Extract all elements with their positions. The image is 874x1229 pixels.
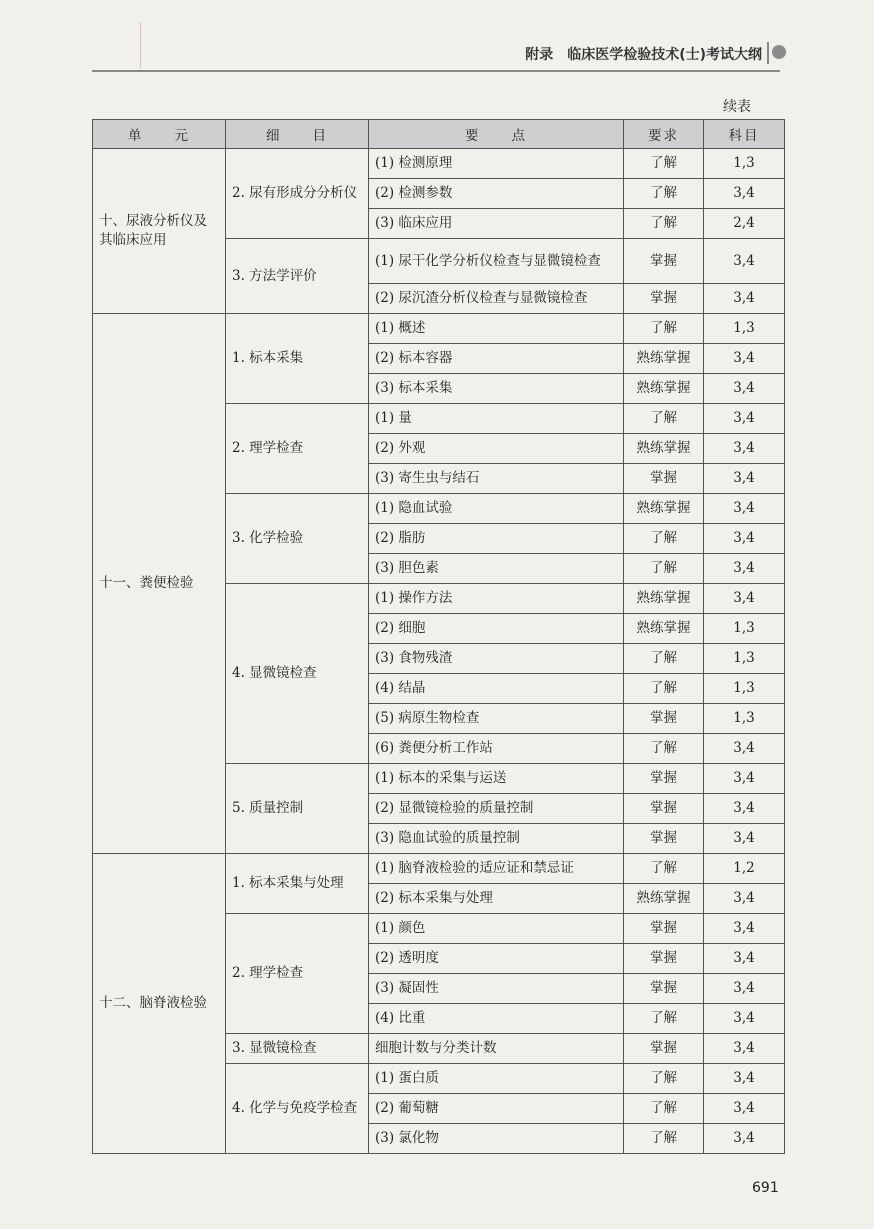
point-cell: (3) 凝固性 bbox=[369, 974, 624, 1004]
requirement-cell: 掌握 bbox=[624, 239, 704, 284]
subject-cell: 3,4 bbox=[704, 1034, 785, 1064]
table-header-row bbox=[93, 120, 785, 149]
requirement-cell: 掌握 bbox=[624, 944, 704, 974]
subject-cell: 3,4 bbox=[704, 914, 785, 944]
point-cell: (3) 胆色素 bbox=[369, 554, 624, 584]
header-unit: 单 元 bbox=[93, 120, 226, 149]
point-cell: (3) 临床应用 bbox=[369, 209, 624, 239]
point-cell: (1) 尿干化学分析仪检查与显微镜检查 bbox=[369, 239, 624, 284]
subitem-cell: 1. 标本采集 bbox=[226, 314, 369, 404]
requirement-cell: 掌握 bbox=[624, 824, 704, 854]
subject-cell: 3,4 bbox=[704, 1124, 785, 1154]
subject-cell: 3,4 bbox=[704, 974, 785, 1004]
point-cell: (2) 透明度 bbox=[369, 944, 624, 974]
requirement-cell: 了解 bbox=[624, 554, 704, 584]
requirement-cell: 掌握 bbox=[624, 1034, 704, 1064]
point-cell: (2) 检测参数 bbox=[369, 179, 624, 209]
unit-cell: 十二、脑脊液检验 bbox=[93, 854, 226, 1154]
requirement-cell: 熟练掌握 bbox=[624, 614, 704, 644]
subitem-cell: 4. 化学与免疫学检查 bbox=[226, 1064, 369, 1154]
subject-cell: 3,4 bbox=[704, 824, 785, 854]
subject-cell: 3,4 bbox=[704, 494, 785, 524]
requirement-cell: 掌握 bbox=[624, 464, 704, 494]
point-cell: (3) 隐血试验的质量控制 bbox=[369, 824, 624, 854]
requirement-cell: 掌握 bbox=[624, 794, 704, 824]
subitem-cell: 4. 显微镜检查 bbox=[226, 584, 369, 764]
subject-cell: 3,4 bbox=[704, 179, 785, 209]
requirement-cell: 掌握 bbox=[624, 704, 704, 734]
requirement-cell: 掌握 bbox=[624, 974, 704, 1004]
point-cell: (6) 粪便分析工作站 bbox=[369, 734, 624, 764]
page-number: 691 bbox=[752, 1180, 779, 1196]
subject-cell: 1,3 bbox=[704, 149, 785, 179]
subject-cell: 3,4 bbox=[704, 1004, 785, 1034]
subitem-cell: 2. 理学检查 bbox=[226, 914, 369, 1034]
header-book-title: 临床医学检验技术(士)考试大纲 bbox=[567, 47, 762, 63]
continued-label: 续表 bbox=[723, 99, 751, 115]
point-cell: (1) 操作方法 bbox=[369, 584, 624, 614]
requirement-cell: 了解 bbox=[624, 314, 704, 344]
subitem-cell: 2. 尿有形成分分析仪 bbox=[226, 149, 369, 239]
requirement-cell: 了解 bbox=[624, 149, 704, 179]
point-cell: (1) 脑脊液检验的适应证和禁忌证 bbox=[369, 854, 624, 884]
subitem-cell: 3. 化学检验 bbox=[226, 494, 369, 584]
requirement-cell: 了解 bbox=[624, 1064, 704, 1094]
subitem-cell: 5. 质量控制 bbox=[226, 764, 369, 854]
subject-cell: 3,4 bbox=[704, 239, 785, 284]
point-cell: (4) 结晶 bbox=[369, 674, 624, 704]
subject-cell: 1,3 bbox=[704, 314, 785, 344]
header-subitem: 细 目 bbox=[226, 120, 369, 149]
point-cell: (2) 脂肪 bbox=[369, 524, 624, 554]
requirement-cell: 掌握 bbox=[624, 914, 704, 944]
point-cell: (3) 寄生虫与结石 bbox=[369, 464, 624, 494]
subject-cell: 3,4 bbox=[704, 584, 785, 614]
subitem-cell: 3. 方法学评价 bbox=[226, 239, 369, 314]
header-point: 要 点 bbox=[369, 120, 624, 149]
subject-cell: 3,4 bbox=[704, 1064, 785, 1094]
header-requirement: 要求 bbox=[624, 120, 704, 149]
requirement-cell: 了解 bbox=[624, 734, 704, 764]
subject-cell: 1,3 bbox=[704, 614, 785, 644]
unit-cell: 十一、粪便检验 bbox=[93, 314, 226, 854]
subject-cell: 3,4 bbox=[704, 464, 785, 494]
requirement-cell: 了解 bbox=[624, 674, 704, 704]
requirement-cell: 了解 bbox=[624, 179, 704, 209]
point-cell: (2) 尿沉渣分析仪检查与显微镜检查 bbox=[369, 284, 624, 314]
point-cell: (1) 蛋白质 bbox=[369, 1064, 624, 1094]
subject-cell: 1,3 bbox=[704, 674, 785, 704]
requirement-cell: 了解 bbox=[624, 644, 704, 674]
table-row bbox=[93, 314, 785, 344]
point-cell: (1) 颜色 bbox=[369, 914, 624, 944]
header-title bbox=[525, 44, 762, 64]
subject-cell: 3,4 bbox=[704, 884, 785, 914]
point-cell: (1) 标本的采集与运送 bbox=[369, 764, 624, 794]
subject-cell: 1,3 bbox=[704, 644, 785, 674]
header-divider bbox=[767, 42, 769, 64]
point-cell: (1) 隐血试验 bbox=[369, 494, 624, 524]
point-cell: (3) 标本采集 bbox=[369, 374, 624, 404]
header-rule bbox=[92, 70, 780, 72]
point-cell: (1) 概述 bbox=[369, 314, 624, 344]
table-row bbox=[93, 854, 785, 884]
requirement-cell: 熟练掌握 bbox=[624, 374, 704, 404]
requirement-cell: 了解 bbox=[624, 1094, 704, 1124]
point-cell: (3) 食物残渣 bbox=[369, 644, 624, 674]
subject-cell: 3,4 bbox=[704, 374, 785, 404]
point-cell: (4) 比重 bbox=[369, 1004, 624, 1034]
subject-cell: 3,4 bbox=[704, 344, 785, 374]
requirement-cell: 了解 bbox=[624, 209, 704, 239]
point-cell: 细胞计数与分类计数 bbox=[369, 1034, 624, 1064]
subject-cell: 3,4 bbox=[704, 554, 785, 584]
point-cell: (2) 外观 bbox=[369, 434, 624, 464]
requirement-cell: 了解 bbox=[624, 1124, 704, 1154]
subitem-cell: 3. 显微镜检查 bbox=[226, 1034, 369, 1064]
requirement-cell: 了解 bbox=[624, 404, 704, 434]
requirement-cell: 掌握 bbox=[624, 284, 704, 314]
table-row bbox=[93, 149, 785, 179]
requirement-cell: 熟练掌握 bbox=[624, 494, 704, 524]
subject-cell: 3,4 bbox=[704, 734, 785, 764]
header-subject: 科目 bbox=[704, 120, 785, 149]
requirement-cell: 熟练掌握 bbox=[624, 884, 704, 914]
header-badge-icon bbox=[772, 45, 786, 59]
point-cell: (5) 病原生物检查 bbox=[369, 704, 624, 734]
requirement-cell: 了解 bbox=[624, 524, 704, 554]
point-cell: (1) 量 bbox=[369, 404, 624, 434]
subitem-cell: 1. 标本采集与处理 bbox=[226, 854, 369, 914]
point-cell: (2) 标本采集与处理 bbox=[369, 884, 624, 914]
point-cell: (2) 标本容器 bbox=[369, 344, 624, 374]
requirement-cell: 熟练掌握 bbox=[624, 344, 704, 374]
point-cell: (1) 检测原理 bbox=[369, 149, 624, 179]
requirement-cell: 熟练掌握 bbox=[624, 434, 704, 464]
subject-cell: 2,4 bbox=[704, 209, 785, 239]
subject-cell: 1,3 bbox=[704, 704, 785, 734]
subject-cell: 3,4 bbox=[704, 944, 785, 974]
subitem-cell: 2. 理学检查 bbox=[226, 404, 369, 494]
subject-cell: 3,4 bbox=[704, 284, 785, 314]
requirement-cell: 了解 bbox=[624, 1004, 704, 1034]
requirement-cell: 了解 bbox=[624, 854, 704, 884]
subject-cell: 3,4 bbox=[704, 524, 785, 554]
point-cell: (3) 氯化物 bbox=[369, 1124, 624, 1154]
header-section: 附录 bbox=[525, 47, 554, 63]
subject-cell: 3,4 bbox=[704, 404, 785, 434]
point-cell: (2) 葡萄糖 bbox=[369, 1094, 624, 1124]
subject-cell: 3,4 bbox=[704, 794, 785, 824]
unit-cell: 十、尿液分析仪及其临床应用 bbox=[93, 149, 226, 314]
subject-cell: 1,2 bbox=[704, 854, 785, 884]
subject-cell: 3,4 bbox=[704, 434, 785, 464]
requirement-cell: 掌握 bbox=[624, 764, 704, 794]
subject-cell: 3,4 bbox=[704, 764, 785, 794]
requirement-cell: 熟练掌握 bbox=[624, 584, 704, 614]
point-cell: (2) 细胞 bbox=[369, 614, 624, 644]
subject-cell: 3,4 bbox=[704, 1094, 785, 1124]
running-header bbox=[0, 38, 874, 74]
syllabus-table bbox=[92, 119, 785, 1154]
point-cell: (2) 显微镜检验的质量控制 bbox=[369, 794, 624, 824]
